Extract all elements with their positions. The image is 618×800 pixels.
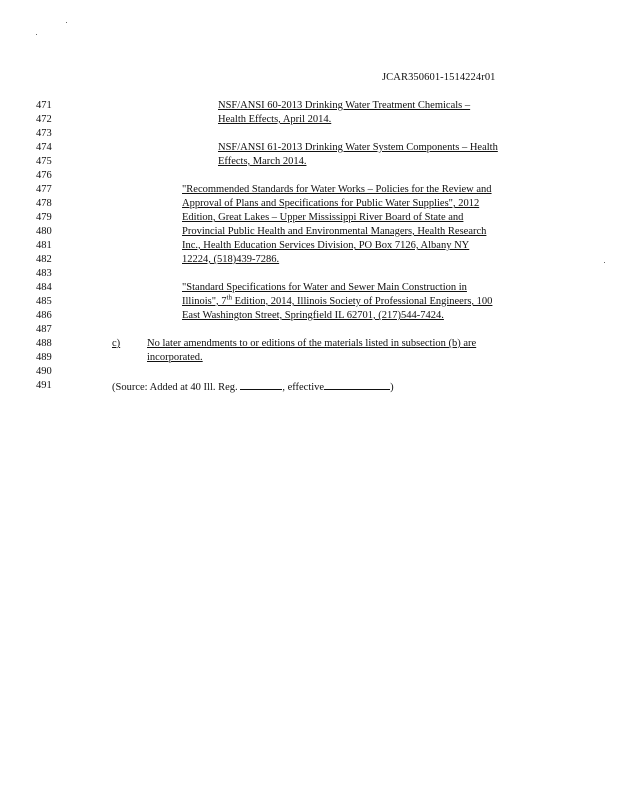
reference-sewer-main-line-3: East Washington Street, Springfield IL 62701, (217)544-7424.	[182, 310, 444, 321]
reference-water-works-line-5: Inc., Health Education Services Division, PO Box 7126, Albany NY	[182, 240, 470, 251]
line-number: 490	[36, 366, 52, 377]
line-number: 491	[36, 380, 52, 391]
line-number: 478	[36, 198, 52, 209]
line-number: 475	[36, 156, 52, 167]
reference-sewer-main-line-1: "Standard Specifications for Water and Sewer Main Construction in	[182, 282, 467, 293]
reference-water-works-line-4: Provincial Public Health and Environmental Managers, Health Research	[182, 226, 487, 237]
line-number: 479	[36, 212, 52, 223]
reference-nsf-61-line-1: NSF/ANSI 61-2013 Drinking Water System Components – Health	[218, 142, 498, 153]
subsection-label: c)	[112, 338, 121, 349]
subsection-c-text-line-1: No later amendments to or editions of the materials listed in subsection (b) are	[147, 338, 477, 349]
reference-nsf-60-line-2: Health Effects, April 2014.	[218, 114, 332, 125]
effective-date-blank	[324, 380, 390, 390]
reference-water-works-line-2: Approval of Plans and Specifications for Public Water Supplies", 2012	[182, 198, 480, 209]
line-number: 477	[36, 184, 52, 195]
document-id: JCAR350601-1514224r01	[382, 72, 496, 83]
line-number: 489	[36, 352, 52, 363]
reference-water-works-line-6: 12224, (518)439-7286.	[182, 254, 280, 265]
scan-speck	[66, 22, 67, 23]
source-note: (Source: Added at 40 Ill. Reg. , effective )	[112, 382, 394, 393]
reference-water-works-line-1: "Recommended Standards for Water Works – Policies for the Review and	[182, 184, 492, 195]
reference-sewer-main-line-2: Illinois", 7th Edition, 2014, Illinois Society of Professional Engineers, 100	[182, 293, 493, 307]
line-number: 485	[36, 296, 52, 307]
register-blank	[240, 380, 282, 390]
line-number: 481	[36, 240, 52, 251]
line-number: 476	[36, 170, 52, 181]
reference-nsf-61-line-2: Effects, March 2014.	[218, 156, 307, 167]
line-number: 486	[36, 310, 52, 321]
line-number: 471	[36, 100, 52, 111]
subsection-c-text-line-2: incorporated.	[147, 352, 203, 363]
line-number: 488	[36, 338, 52, 349]
scan-speck	[36, 34, 37, 35]
line-number: 483	[36, 268, 52, 279]
reference-nsf-60-line-1: NSF/ANSI 60-2013 Drinking Water Treatment Chemicals –	[218, 100, 471, 111]
line-number: 473	[36, 128, 52, 139]
line-number: 472	[36, 114, 52, 125]
line-number: 487	[36, 324, 52, 335]
scan-speck	[604, 262, 605, 263]
line-number: 480	[36, 226, 52, 237]
line-number: 474	[36, 142, 52, 153]
line-number: 482	[36, 254, 52, 265]
line-number: 484	[36, 282, 52, 293]
reference-water-works-line-3: Edition, Great Lakes – Upper Mississippi River Board of State and	[182, 212, 464, 223]
